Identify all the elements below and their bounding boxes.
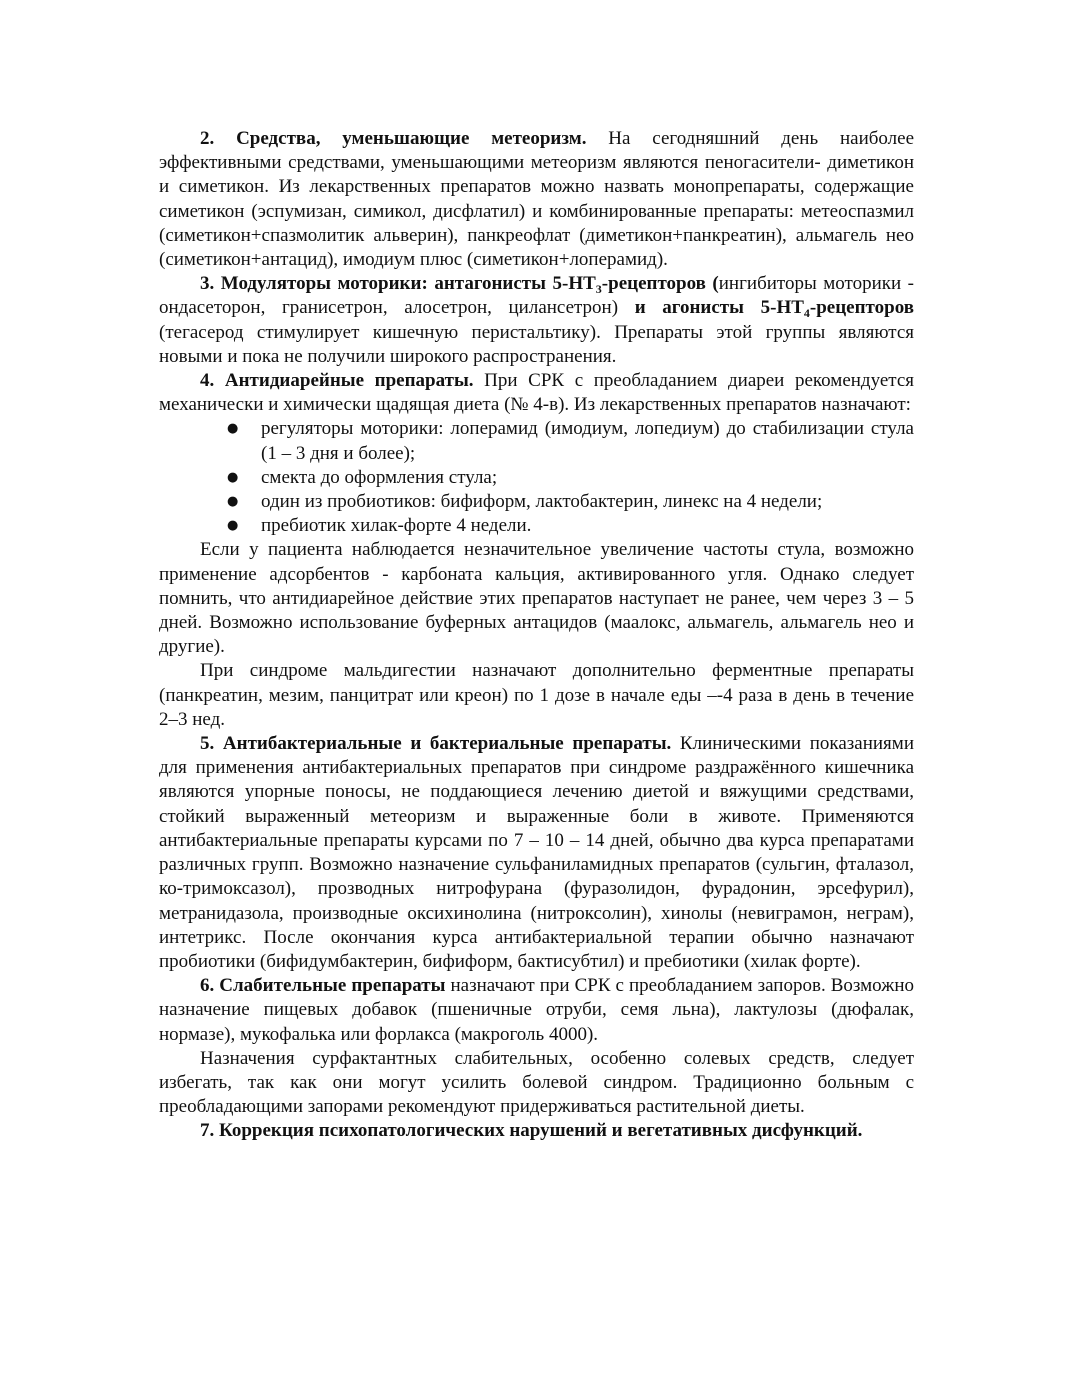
section-4-heading: 4. Антидиарейные препараты. [200, 370, 474, 392]
section-4-text: При СРК с преобладанием диареи рекомендуется механически и химически щадящая диета (№ 4-в). Из лекарственных препаратов назначают: [159, 370, 914, 416]
bullet-dot-icon: ● [227, 518, 239, 534]
section-4-paragraph [159, 369, 914, 417]
document-page [159, 127, 914, 1144]
section-4-paragraph-maldigestion: При синдроме мальдигестии назначают дополнительно ферментные препараты (панкреатин, мезим, панцитрат или креон) по 1 дозе в начале еды –-4 раза в день в течение 2–3 нед. [159, 660, 914, 730]
section-5-heading: 5. Антибактериальные и бактериальные препараты. [200, 733, 672, 755]
section-4-paragraph-adsorbents: Если у пациента наблюдается незначительное увеличение частоты стула, возможно применение адсорбентов - карбоната кальция, активированного угля. Однако следует помнить, что антидиарейное действие этих препаратов наступает не ранее, чем через 3 – 5 дней. Возможно использование буферных антацидов (маалокс, альмагель, альмагель нео и другие). [159, 539, 914, 658]
section-3-bold-part: -рецепторов [809, 297, 914, 319]
section-5-paragraph [159, 732, 914, 974]
list-item-text: один из пробиотиков: бифиформ, лактобактерин, линекс на 4 недели; [261, 491, 823, 513]
list-item [159, 466, 914, 490]
list-item [159, 490, 914, 514]
section-3-heading-part: -рецепторов ( [601, 273, 719, 295]
section-3-heading [200, 273, 719, 297]
section-3-text: ингибиторы моторики - ондасеторон, гранисетрон, алосетрон, цилансетрон) [159, 273, 915, 319]
list-item [159, 417, 914, 465]
section-6-heading: 6. Слабительные препараты [200, 975, 446, 997]
bullet-list [159, 417, 914, 538]
section-7-heading: 7. Коррекция психопатологических нарушений и вегетативных дисфункций. [200, 1120, 863, 1142]
list-item-text: смекта до оформления стула; [261, 466, 498, 488]
bullet-dot-icon: ● [227, 421, 239, 437]
section-6-text: назначают при СРК с преобладанием запоров. Возможно назначение пищевых добавок (пшеничные отруби, семя льна), лактулозы (дюфалак, нормазе), мукофалька или форлакса (макроголь 4000). [159, 975, 914, 1045]
section-7-paragraph [159, 1119, 914, 1143]
section-2-paragraph [159, 127, 914, 272]
section-5-text: Клиническими показаниями для применения антибактериальных препаратов при синдроме раздражённого кишечника являются упорные поносы, не поддающиеся лечению диетой и вяжущими средствами, стойкий выраженный метеоризм и выраженные боли в животе. Применяются антибактериальные препараты курсами по 7 – 10 – 14 дней, обычно два курса препаратами различных групп. Возможно назначение сульфаниламидных препаратов (сульгин, фталазол, ко-тримоксазол), прозводных нитрофурана (фуразолидон, фурадонин, эрсефурил), метранидазола, производные оксихинолина (нитроксолин), хинолы (невиграмон, неграм), интетрикс. После окончания курса антибактериальной терапии обычно назначают пробиотики (бифидумбактерин, бифиформ, бактисубтил) и пребиотики (хилак форте). [159, 733, 914, 972]
section-3-text: (тегасерод стимулирует кишечную перистальтику). Препараты этой группы являются новыми и пока не получили широкого распространения. [159, 321, 914, 367]
section-6-paragraph [159, 974, 914, 1047]
list-item-text: регуляторы моторики: лоперамид (имодиум, лопедиум) до стабилизации стула (1 – 3 дня и более); [261, 418, 914, 464]
section-3-bold-part: и агонисты 5-НТ [618, 297, 804, 319]
section-3-bold [618, 297, 914, 321]
section-2-text: На сегодняшний день наиболее эффективными средствами, уменьшающими метеоризм являются пеногасители- диметикон и симетикон. Из лекарственных препаратов можно назвать монопрепараты, содержащие симетикон (эспумизан, симикол, дисфлатил) и комбинированные препараты: метеоспазмил (симетикон+спазмолитик альверин), панкреофлат (диметикон+панкреатин), альмагель нео (симетикон+антацид), имодиум плюс (симетикон+лоперамид). [159, 128, 915, 271]
subscript-3: 3 [595, 282, 602, 297]
section-6-paragraph-surfactants: Назначения сурфактантных слабительных, особенно солевых средств, следует избегать, так как они могут усилить болевой синдром. Традиционно больным с преобладающими запорами рекомендуют придерживаться растительной диеты. [159, 1047, 914, 1118]
subscript-4: 4 [803, 306, 810, 321]
section-3-heading-part: 3. Модуляторы моторики: антагонисты 5-НТ [200, 273, 596, 295]
bullet-dot-icon: ● [227, 469, 239, 485]
section-3-paragraph [159, 272, 914, 369]
list-item [159, 514, 914, 538]
list-item-text: пребиотик хилак-форте 4 недели. [261, 515, 532, 537]
section-2-heading: 2. Средства, уменьшающие метеоризм. [200, 128, 587, 149]
bullet-dot-icon: ● [227, 494, 239, 510]
